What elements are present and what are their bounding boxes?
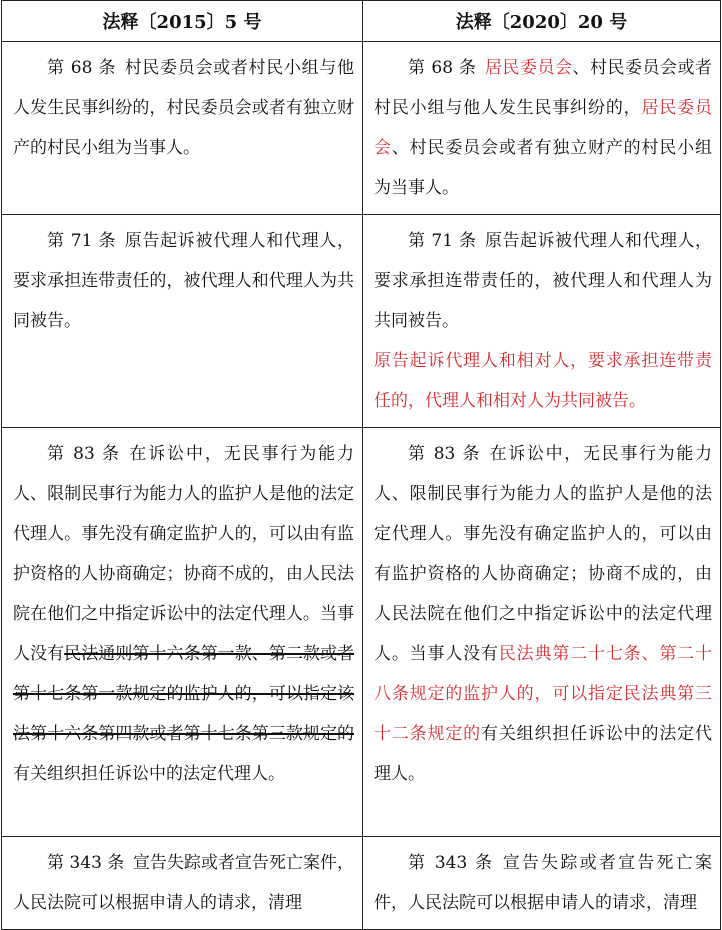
added-text: 居民委员会 — [374, 98, 712, 158]
article-number: 第 83 条 — [408, 444, 482, 464]
new-article-71-paragraph — [374, 221, 712, 341]
table-row-article-83 — [2, 428, 721, 837]
article-number: 第 68 条 — [47, 58, 117, 78]
article-text: 在诉讼中，无民事行为能力人、限制民事行为能力人的监护人是他的法定代理人。事先没有确定监护人的，可以由有监护资格的人协商确定；协商不成的，由人民法院在他们之中指定诉讼中的法定代理人。当事人没有 — [13, 444, 354, 664]
old-article-343-cell — [2, 837, 363, 930]
old-article-71-paragraph — [13, 221, 354, 341]
article-number: 第 71 条 — [408, 231, 477, 251]
table-row-article-71 — [2, 215, 721, 428]
header-row — [2, 1, 721, 42]
added-paragraph: 原告起诉代理人和相对人，要求承担连带责任的，代理人和相对人为共同被告。 — [374, 351, 712, 411]
added-text: 民法典第二十七条、第二十八条规定的监护人的，可以指定民法典第三十二条规定的 — [374, 644, 713, 744]
header-right-title: 法释〔2020〕20 号 — [363, 1, 721, 42]
new-article-343-paragraph — [374, 843, 712, 923]
article-text: 宣告失踪或者宣告死亡案件，人民法院可以根据申请人的请求，清理 — [13, 853, 355, 913]
old-article-83-paragraph — [13, 434, 354, 794]
new-article-71-cell — [363, 215, 721, 428]
article-number: 第 68 条 — [408, 58, 477, 78]
old-article-83-cell — [2, 428, 363, 837]
table-row-article-343 — [2, 837, 721, 930]
old-article-68-cell — [2, 42, 363, 215]
article-text: 在诉讼中，无民事行为能力人、限制民事行为能力人的监护人是他的法定代理人。事先没有确定监护人的，可以由有监护资格的人协商确定；协商不成的，由人民法院在他们之中指定诉讼中的法定代理人。当事人没有 — [374, 444, 712, 664]
article-text: 有关组织担任诉讼中的法定代理人。 — [13, 764, 285, 784]
article-text: 、村民委员会或者村民小组与他人发生民事纠纷的， — [374, 58, 712, 118]
new-article-68-cell — [363, 42, 721, 215]
old-article-68-paragraph — [13, 48, 354, 168]
table-row-article-68 — [2, 42, 721, 215]
article-text: 有关组织担任诉讼中的法定代理人。 — [374, 724, 712, 784]
article-text: 宣告失踪或者宣告死亡案件，人民法院可以根据申请人的请求，清理 — [374, 853, 712, 913]
article-number: 第 83 条 — [47, 444, 121, 464]
deleted-text: 民法通则第十六条第一款、第二款或者第十七条第一款规定的监护人的，可以指定该法第十六条第四款或者第十七条第三款规定的 — [13, 644, 355, 744]
comparison-table — [1, 0, 721, 930]
old-article-343-paragraph — [13, 843, 354, 923]
article-number: 第 71 条 — [47, 231, 117, 251]
new-article-83-cell — [363, 428, 721, 837]
old-article-71-cell — [2, 215, 363, 428]
article-text: 原告起诉被代理人和代理人，要求承担连带责任的，被代理人和代理人为共同被告。 — [13, 231, 354, 331]
comparison-document — [1, 0, 720, 930]
new-article-68-paragraph — [374, 48, 712, 208]
article-number: 第 343 条 — [408, 853, 495, 873]
article-number: 第 343 条 — [47, 853, 125, 873]
article-text: 原告起诉被代理人和代理人，要求承担连带责任的，被代理人和代理人为共同被告。 — [374, 231, 712, 331]
article-text: 、村民委员会或者有独立财产的村民小组为当事人。 — [374, 138, 713, 198]
article-text: 村民委员会或者村民小组与他人发生民事纠纷的，村民委员会或者有独立财产的村民小组为当事人。 — [13, 58, 354, 158]
header-left-title: 法释〔2015〕5 号 — [2, 1, 363, 42]
added-text: 居民委员会 — [484, 58, 573, 78]
new-article-83-paragraph — [374, 434, 712, 794]
new-article-343-cell — [363, 837, 721, 930]
